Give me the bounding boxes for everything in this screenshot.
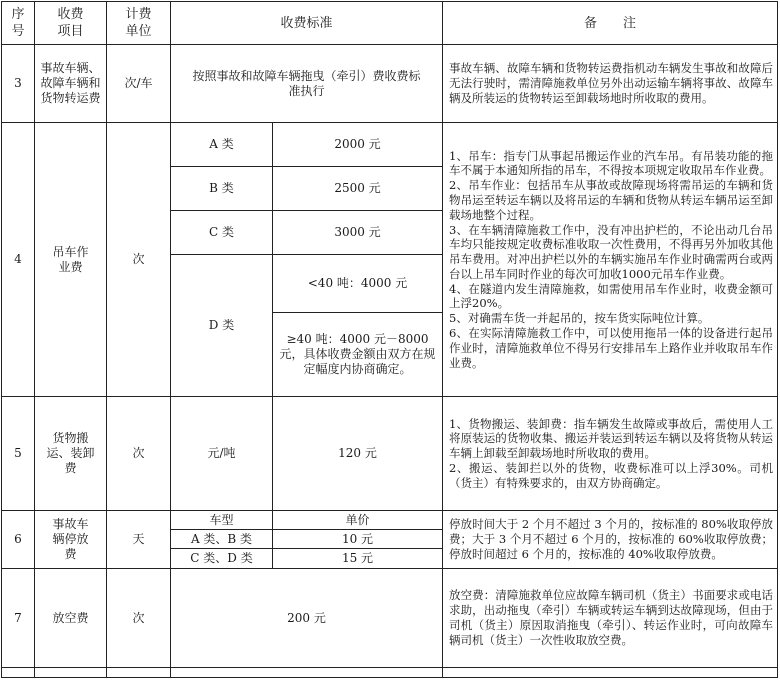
fee-standard [171, 668, 443, 678]
remark [443, 668, 778, 678]
fee-table [1, 1, 778, 678]
table-row [2, 668, 778, 678]
billing-unit: 天 [107, 511, 171, 569]
col-unit-price: 单价 [273, 511, 443, 530]
class-b-value: 2500 元 [273, 167, 443, 211]
fee-value: 200 元 [171, 569, 443, 668]
class-c-value: 3000 元 [273, 211, 443, 255]
billing-unit: 次 [107, 569, 171, 668]
fee-item: 货物搬运、装卸费 [35, 397, 107, 511]
table-row [2, 397, 778, 511]
remark: 1、吊车：指专门从事起吊搬运作业的汽车吊。有吊装功能的拖车不属于本通知所指的吊车，不得按本项规定收取吊车作业费。 2、吊车作业：包括吊车从事故或故障现场将需吊运的车辆和货物吊运至转运车辆以及将吊运的车辆和货物从转运车辆吊运至卸载场地整个过程。 3、在车辆清障施救工作中，没有冲出护栏的，不论出动几台吊车均只能按规定收费标准收取一次性费用，不得再另外加收其他吊车费用。对冲出护栏以外的车辆实施吊车作业时确需两台或两台以上吊车同时作业的每次可加收1000元吊车作业费。 4、在隧道内发生清障施救，如需使用吊车作业时，收费金额可上浮20%。 5、对确需车货一并起吊的，按车货实际吨位计算。 6、在实际清障施救工作中，可以使用拖吊一体的设备进行起吊作业时，清障施救单位不得另行安排吊车上路作业并收取吊车作业费。 [443, 123, 778, 397]
table-row [2, 569, 778, 668]
row-number: 3 [2, 45, 35, 123]
col-vehicle-type: 车型 [171, 511, 273, 530]
class-ab-value: 10 元 [273, 530, 443, 549]
row-number: 4 [2, 123, 35, 397]
fee-item: 事故车辆停放费 [35, 511, 107, 569]
fee-value: 120 元 [273, 397, 443, 511]
fee-item: 吊车作业费 [35, 123, 107, 397]
header-standard: 收费标准 [171, 2, 443, 45]
header-no: 序 号 [2, 2, 35, 45]
class-d-value-over-40t: ≥40 吨：4000 元－8000 元，具体收费金额由双方在规定幅度内协商确定。 [273, 313, 443, 397]
row-number: 5 [2, 397, 35, 511]
remark: 停放时间大于 2 个月不超过 3 个月的，按标准的 80%收取停放费；大于 3 个月不超过 6 个月的，按标准的 60%收取停放费；停放时间超过 6 个月的，按标准的 40%收取停放费。 [443, 511, 778, 569]
class-a-label: A 类 [171, 123, 273, 167]
row-number: 6 [2, 511, 35, 569]
class-cd-label: C 类、D 类 [171, 549, 273, 569]
header-item: 收费 项目 [35, 2, 107, 45]
header-unit: 计费 单位 [107, 2, 171, 45]
sub-unit: 元/吨 [171, 397, 273, 511]
row-number: 7 [2, 569, 35, 668]
fee-item [35, 668, 107, 678]
row-number [2, 668, 35, 678]
billing-unit [107, 668, 171, 678]
class-d-label: D 类 [171, 255, 273, 397]
billing-unit: 次 [107, 397, 171, 511]
class-b-label: B 类 [171, 167, 273, 211]
table-row [2, 511, 778, 530]
table-row [2, 123, 778, 167]
table-row [2, 45, 778, 123]
class-a-value: 2000 元 [273, 123, 443, 167]
remark: 事故车辆、故障车辆和货物转运费指机动车辆发生事故和故障后无法行驶时，需清障施救单位另外出动运输车辆将事故、故障车辆及所装运的货物转运至卸载场地时所收取的费用。 [443, 45, 778, 123]
fee-standard: 按照事故和故障车辆拖曳（牵引）费收费标准执行 [171, 45, 443, 123]
fee-item: 事故车辆、故障车辆和货物转运费 [35, 45, 107, 123]
remark: 放空费：清障施救单位应故障车辆司机（货主）书面要求或电话求助，出动拖曳（牵引）车辆或转运车辆到达故障现场，但由于司机（货主）原因取消拖曳（牵引）、转运作业时，可向故障车辆司机（货主）一次性收取放空费。 [443, 569, 778, 668]
class-cd-value: 15 元 [273, 549, 443, 569]
fee-item: 放空费 [35, 569, 107, 668]
header-remark: 备 注 [443, 2, 778, 45]
class-ab-label: A 类、B 类 [171, 530, 273, 549]
class-d-value-under-40t: <40 吨：4000 元 [273, 255, 443, 313]
billing-unit: 次 [107, 123, 171, 397]
class-c-label: C 类 [171, 211, 273, 255]
header-row [2, 2, 778, 45]
remark: 1、货物搬运、装卸费：指车辆发生故障或事故后，需使用人工将原装运的货物收集、搬运并装运到转运车辆以及将货物从转运车辆上卸载至卸载场地时所收取的费用。 2、搬运、装卸拦以外的货物，收费标准可以上浮30%。司机（货主）有特殊要求的，由双方协商确定。 [443, 397, 778, 511]
billing-unit: 次/车 [107, 45, 171, 123]
